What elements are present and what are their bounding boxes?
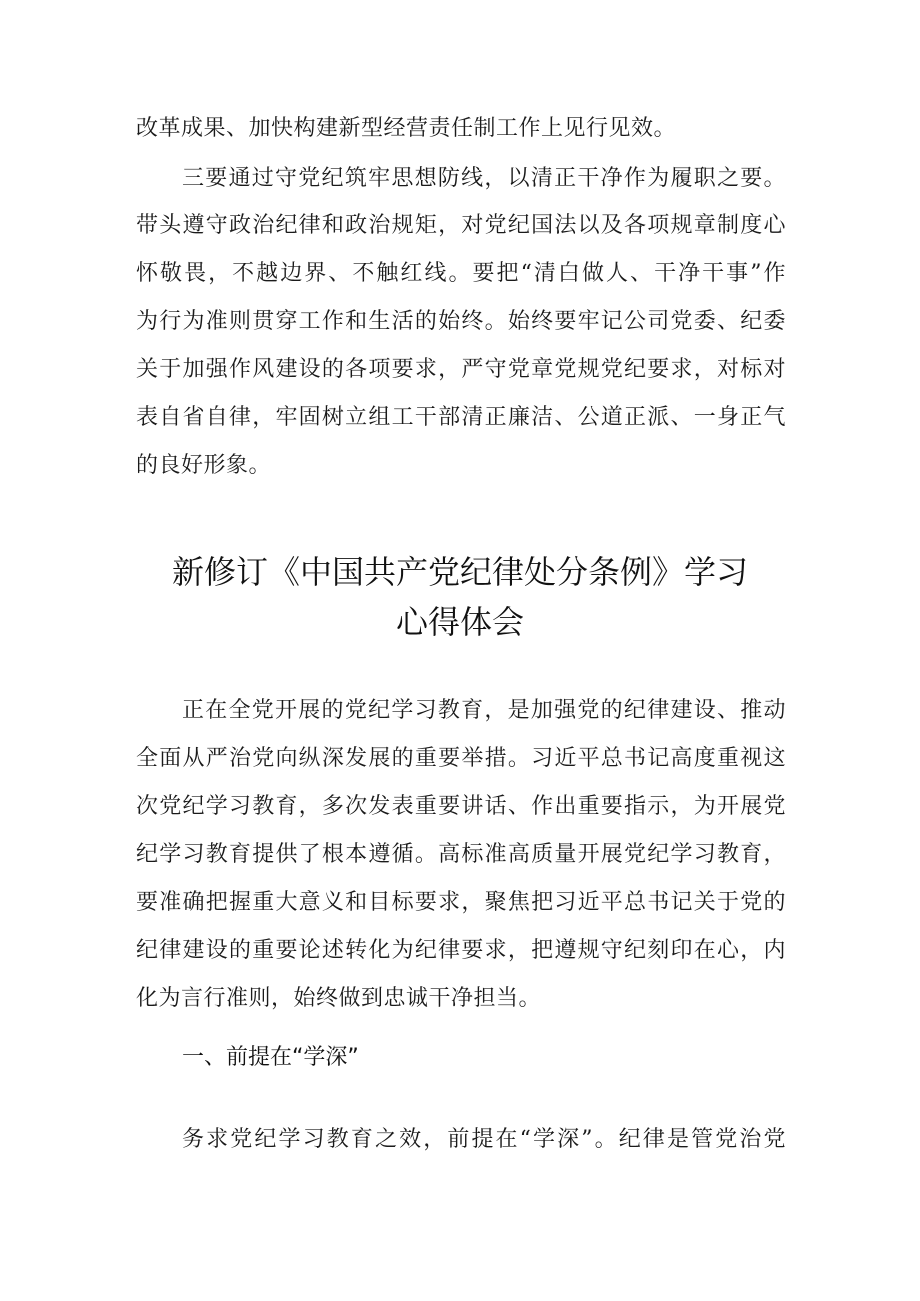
paragraph-line: 化为言行准则，始终做到忠诚干净担当。 [136, 986, 542, 1011]
paragraph-line: 务求党纪学习教育之效，前提在“学深”。纪律是管党治党 [182, 1127, 786, 1152]
paragraph-line: 怀敬畏，不越边界、不触红线。要把“清白做人、干净干事”作 [136, 261, 786, 286]
paragraph-line: 改革成果、加快构建新型经营责任制工作上见行见效。 [136, 116, 677, 141]
paragraph-line: 为行为准则贯穿工作和生活的始终。始终要牢记公司党委、纪委 [136, 309, 786, 334]
article-title-line1: 新修订《中国共产党纪律处分条例》学习 [171, 553, 748, 591]
section-heading: 一、前提在“学深” [182, 1045, 359, 1070]
paragraph-line: 关于加强作风建设的各项要求，严守党章党规党纪要求，对标对 [136, 357, 786, 382]
paragraph-line: 次党纪学习教育，多次发表重要讲话、作出重要指示，为开展党 [136, 794, 786, 819]
paragraph-line: 三要通过守党纪筑牢思想防线，以清正干净作为履职之要。 [182, 166, 786, 191]
article-title-line2: 心得体会 [395, 603, 524, 641]
paragraph-line: 纪学习教育提供了根本遵循。高标准高质量开展党纪学习教育， [136, 842, 786, 867]
paragraph-line: 的良好形象。 [136, 453, 272, 478]
paragraph-line: 纪律建设的重要论述转化为纪律要求，把遵规守纪刻印在心，内 [136, 938, 786, 963]
paragraph-line: 全面从严治党向纵深发展的重要举措。习近平总书记高度重视这 [136, 746, 786, 771]
paragraph-line: 正在全党开展的党纪学习教育，是加强党的纪律建设、推动 [182, 698, 786, 723]
paragraph-line: 表自省自律，牢固树立组工干部清正廉洁、公道正派、一身正气 [136, 405, 786, 430]
paragraph-line: 带头遵守政治纪律和政治规矩，对党纪国法以及各项规章制度心 [136, 213, 786, 238]
paragraph-line: 要准确把握重大意义和目标要求，聚焦把习近平总书记关于党的 [136, 890, 786, 915]
